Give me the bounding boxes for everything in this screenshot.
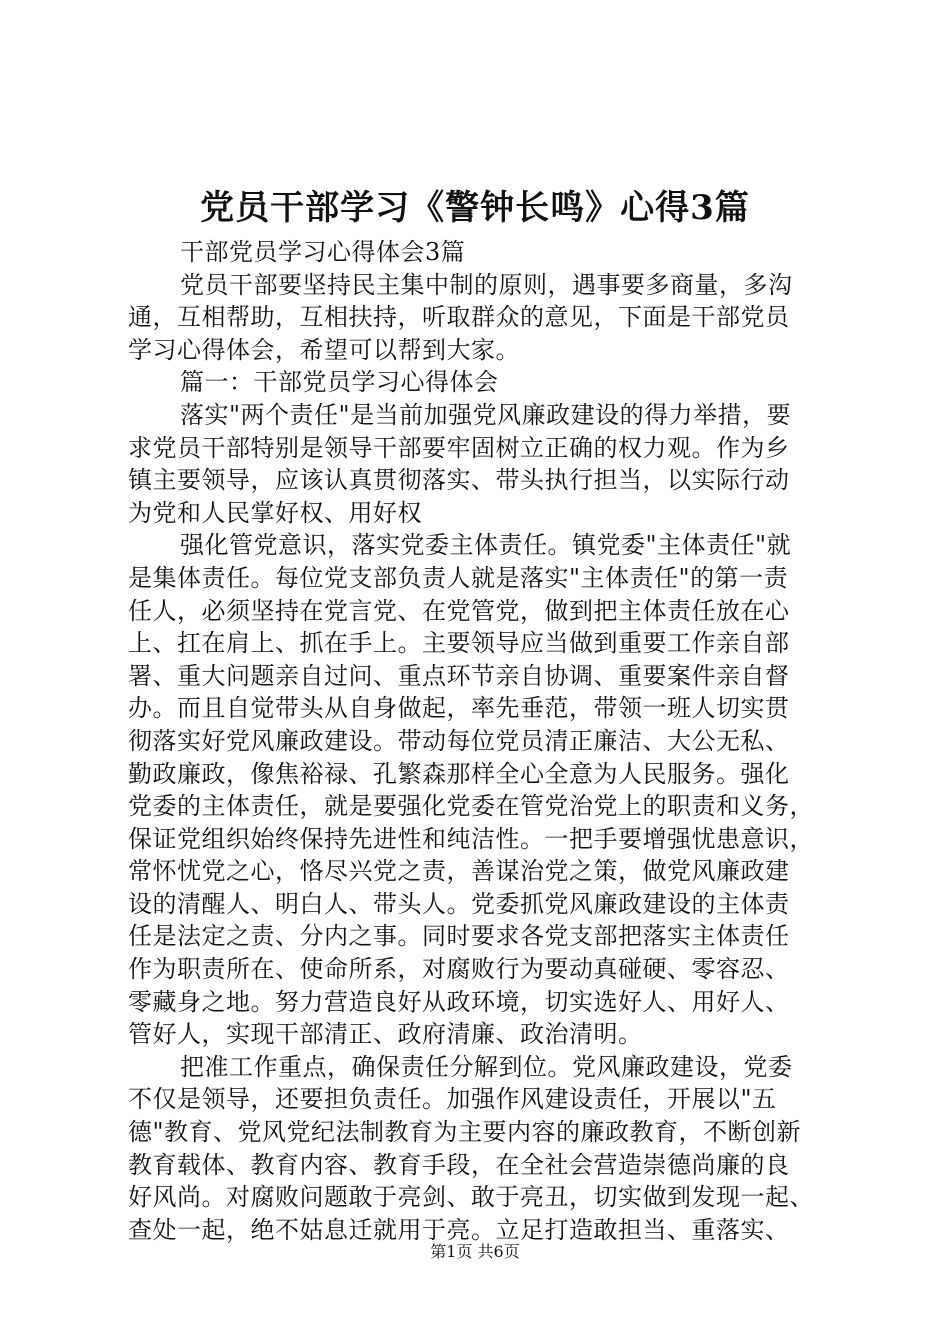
- paragraph-line: 为党和人民掌好权、用好权: [128, 498, 422, 527]
- paragraph-first-line: 篇一：干部党员学习心得体会: [180, 368, 499, 397]
- paragraph-line: 作为职责所在、使命所系，对腐败行为要动真碰硬、零容忍、: [128, 955, 790, 984]
- document-title: 党员干部学习《警钟长鸣》心得3篇: [200, 188, 750, 228]
- paragraph-line: 上、扛在肩上、抓在手上。主要领导应当做到重要工作亲自部: [128, 629, 790, 658]
- paragraph-line: 管好人，实现干部清正、政府清廉、政治清明。: [128, 1020, 643, 1049]
- paragraph-line: 勤政廉政，像焦裕禄、孔繁森那样全心全意为人民服务。强化: [128, 759, 790, 788]
- document-body: [128, 236, 828, 1246]
- page-footer: 第1页 共6页: [430, 1242, 520, 1261]
- paragraph-line: 党委的主体责任，就是要强化党委在管党治党上的职责和义务，: [128, 792, 814, 821]
- paragraph-line: 通，互相帮助，互相扶持，听取群众的意见，下面是干部党员: [128, 303, 790, 332]
- paragraph-first-line: 党员干部要坚持民主集中制的原则，遇事要多商量，多沟: [180, 270, 793, 299]
- paragraph-first-line: 落实"两个责任"是当前加强党风廉政建设的得力举措，要: [180, 400, 792, 429]
- paragraph-line: 不仅是领导，还要担负责任。加强作风建设责任，开展以"五: [128, 1085, 777, 1114]
- paragraph-line: 学习心得体会，希望可以帮到大家。: [128, 335, 520, 364]
- paragraph-first-line: 强化管党意识，落实党委主体责任。镇党委"主体责任"就: [180, 531, 792, 560]
- paragraph-first-line: 把准工作重点，确保责任分解到位。党风廉政建设，党委: [180, 1052, 793, 1081]
- paragraph-line: 镇主要领导，应该认真贯彻落实、带头执行担当，以实际行动: [128, 466, 790, 495]
- paragraph-line: 任是法定之责、分内之事。同时要求各党支部把落实主体责任: [128, 922, 790, 951]
- paragraph-line: 保证党组织始终保持先进性和纯洁性。一把手要增强忧患意识，: [128, 824, 814, 853]
- paragraph-line: 德"教育、党风党纪法制教育为主要内容的廉政教育，不断创新: [128, 1118, 802, 1147]
- paragraph-line: 教育载体、教育内容、教育手段，在全社会营造崇德尚廉的良: [128, 1150, 790, 1179]
- paragraph-line: 彻落实好党风廉政建设。带动每位党员清正廉洁、大公无私、: [128, 726, 790, 755]
- paragraph-first-line: 干部党员学习心得体会3篇: [180, 238, 466, 266]
- paragraph-line: 好风尚。对腐败问题敢于亮剑、敢于亮丑，切实做到发现一起、: [128, 1183, 814, 1212]
- paragraph-line: 零藏身之地。努力营造良好从政环境，切实选好人、用好人、: [128, 987, 790, 1016]
- paragraph-line: 查处一起，绝不姑息迁就用于亮。立足打造敢担当、重落实、: [128, 1215, 790, 1244]
- paragraph-line: 求党员干部特别是领导干部要牢固树立正确的权力观。作为乡: [128, 433, 790, 462]
- paragraph-line: 是集体责任。每位党支部负责人就是落实"主体责任"的第一责: [128, 563, 789, 592]
- paragraph-line: 办。而且自觉带头从自身做起，率先垂范，带领一班人切实贯: [128, 694, 790, 723]
- paragraph-line: 设的清醒人、明白人、带头人。党委抓党风廉政建设的主体责: [128, 889, 790, 918]
- paragraph-line: 署、重大问题亲自过问、重点环节亲自协调、重要案件亲自督: [128, 661, 790, 690]
- paragraph-line: 常怀忧党之心，恪尽兴党之责，善谋治党之策，做党风廉政建: [128, 857, 790, 886]
- paragraph-line: 任人，必须坚持在党言党、在党管党，做到把主体责任放在心: [128, 596, 790, 625]
